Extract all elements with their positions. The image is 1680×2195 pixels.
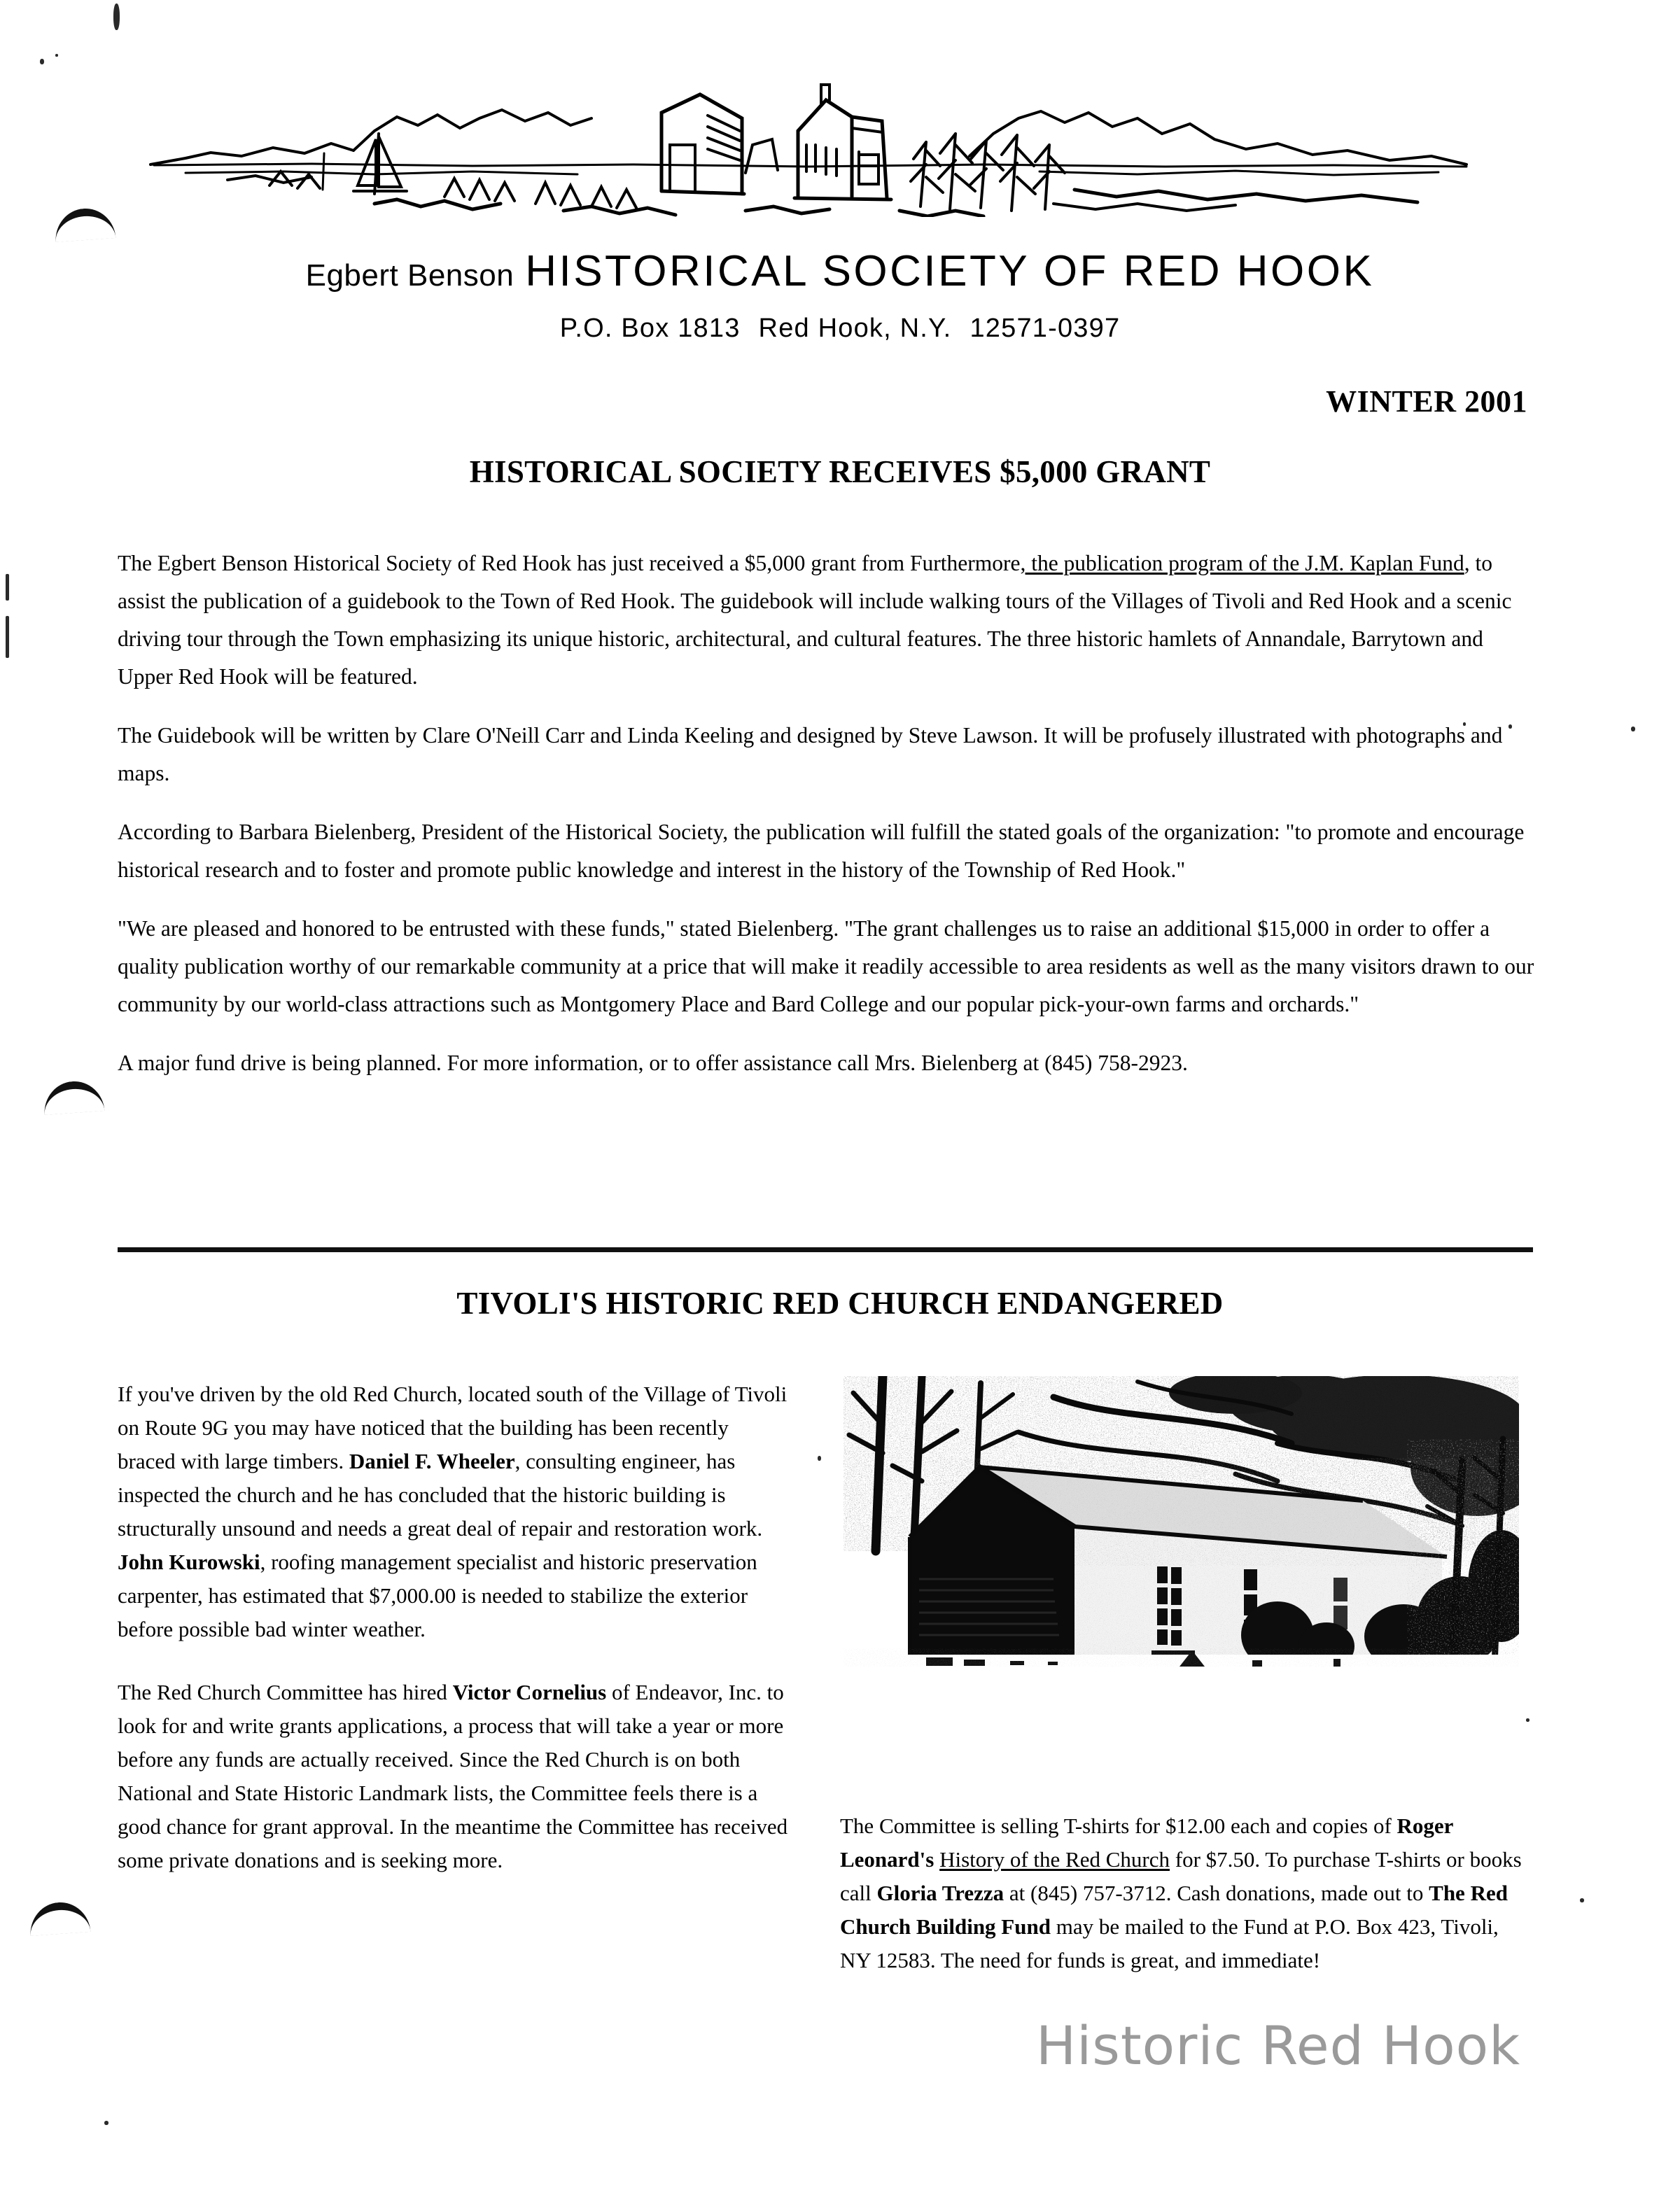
church-p1-part-c: , roofing management specialist and historic preservation carpenter, has estimated that $7,000.00 is needed to stabilize the exterior before possible bad winter weather. — [118, 1550, 757, 1641]
scan-speckle — [104, 2121, 108, 2125]
caption-part-c: for $7.50. To purchase T-shirts or books call — [840, 1847, 1522, 1905]
scan-speckle — [1631, 727, 1635, 731]
church-article-headline: TIVOLI'S HISTORIC RED CHURCH ENDANGERED — [456, 1286, 1224, 1321]
church-p1-part-a: If you've driven by the old Red Church, located south of the Village of Tivoli on Route 9G you may have noticed that the building has been recently braced with large timbers. — [118, 1382, 788, 1473]
grant-paragraph-2: The Guidebook will be written by Clare O'Neill Carr and Linda Keeling and designed by Steve Lawson. It will be profusely illustrated with photographs and maps. — [118, 723, 1503, 785]
victor-cornelius-name: Victor Cornelius — [452, 1680, 607, 1704]
church-article-left-column — [118, 1377, 790, 1877]
grant-p1-part-b: , to assist the publication of a guidebook to the Town of Red Hook. The guidebook will include walking tours of the Villages of Tivoli and Red Hook and a scenic driving tour through the Town emphasizing its unique historic, architectural, and cultural features. The three historic hamlets of Annandale, Barrytown and Upper Red Hook will be featured. — [118, 551, 1512, 689]
church-p1-part-b: , consulting engineer, has inspected the church and he has concluded that the historic building is structurally unsound and needs a great deal of repair and restoration work. — [118, 1449, 763, 1541]
scan-edge-mark — [6, 616, 9, 658]
caption-spacer — [934, 1847, 939, 1872]
grant-article-headline: HISTORICAL SOCIETY RECEIVES $5,000 GRANT — [469, 454, 1211, 489]
caption-part-a: The Committee is selling T-shirts for $12.00 each and copies of — [840, 1814, 1397, 1838]
grant-paragraph-4: "We are pleased and honored to be entrusted with these funds," stated Bielenberg. "The grant challenges us to raise an additional $15,000 in order to offer a quality publication worthy of our remarkable community at a price that will make it readily accessible to area residents as well as the many visitors drawn to our community by our world-class attractions such as Montgomery Place and Bard College and our popular pick-your-own farms and orchards." — [118, 916, 1534, 1016]
grant-paragraph-3: According to Barbara Bielenberg, President of the Historical Society, the publication will fulfill the stated goals of the organization: "to promote and encourage historical research and to foster and promote public knowledge and interest in the history of the Township of Red Hook." — [118, 820, 1525, 882]
church-paragraph-2 — [118, 1676, 790, 1877]
caption-paragraph — [840, 1809, 1533, 1977]
scan-speckle — [113, 3, 120, 30]
masthead-title — [0, 246, 1680, 296]
grant-p1-part-a: The Egbert Benson Historical Society of Red Hook has just received a $5,000 grant from Furthermore — [118, 551, 1021, 575]
church-paragraph-1 — [118, 1377, 790, 1646]
city-state: Red Hook, N.Y. — [758, 314, 952, 343]
issue-date: WINTER 2001 — [1326, 384, 1527, 419]
gloria-trezza-name: Gloria Trezza — [876, 1881, 1004, 1905]
grant-paragraph-5: A major fund drive is being planned. For more information, or to offer assistance call Mrs. Bielenberg at (845) 758-2923. — [118, 1051, 1188, 1075]
red-church-photograph — [844, 1376, 1519, 1667]
historic-red-hook-watermark: Historic Red Hook — [1036, 2014, 1521, 2077]
society-name: HISTORICAL SOCIETY OF RED HOOK — [525, 247, 1375, 295]
zip-code: 12571-0397 — [969, 314, 1121, 343]
kaplan-fund-underlined: , the publication program of the J.M. Kaplan Fund — [1020, 551, 1464, 575]
scan-speckle — [55, 54, 58, 57]
church-p2-part-a: The Red Church Committee has hired — [118, 1680, 453, 1704]
scan-speckle — [1526, 1718, 1530, 1722]
binder-arc-mark — [54, 206, 116, 242]
church-article-caption — [840, 1809, 1533, 1977]
scan-speckle — [1580, 1898, 1584, 1902]
scan-speckle — [40, 59, 44, 64]
grant-article-body — [118, 545, 1536, 1082]
binder-arc-mark — [29, 1900, 91, 1936]
binder-arc-mark — [43, 1079, 105, 1115]
masthead-address — [0, 314, 1680, 344]
roger-leonard-name: Roger Leonard's — [840, 1814, 1453, 1872]
book-title-history-of-the-red-church: History of the Red Church — [939, 1847, 1170, 1872]
scan-speckle — [818, 1456, 821, 1461]
society-prefix: Egbert Benson — [305, 258, 514, 293]
john-kurowski-name: John Kurowski — [118, 1550, 260, 1574]
masthead-landscape-engraving — [144, 66, 1474, 217]
scan-edge-mark — [6, 574, 9, 601]
caption-part-e: may be mailed to the Fund at P.O. Box 423, Tivoli, NY 12583. The need for funds is great, and immediate! — [840, 1914, 1499, 1972]
po-box: P.O. Box 1813 — [559, 314, 741, 343]
red-church-building-fund-name: The Red Church Building Fund — [840, 1881, 1508, 1939]
grant-paragraph-1 — [118, 545, 1536, 696]
church-p2-part-b: of Endeavor, Inc. to look for and write grants applications, a process that will take a year or more before any funds are actually received. Since the Red Church is on both National and State Historic Landmark lists, the Committee feels there is a good chance for grant approval. In the meantime the Committee has received some private donations and is seeking more. — [118, 1680, 788, 1872]
section-divider — [118, 1247, 1533, 1252]
daniel-wheeler-name: Daniel F. Wheeler — [349, 1449, 515, 1473]
caption-part-d: at (845) 757-3712. Cash donations, made out to — [1004, 1881, 1429, 1905]
